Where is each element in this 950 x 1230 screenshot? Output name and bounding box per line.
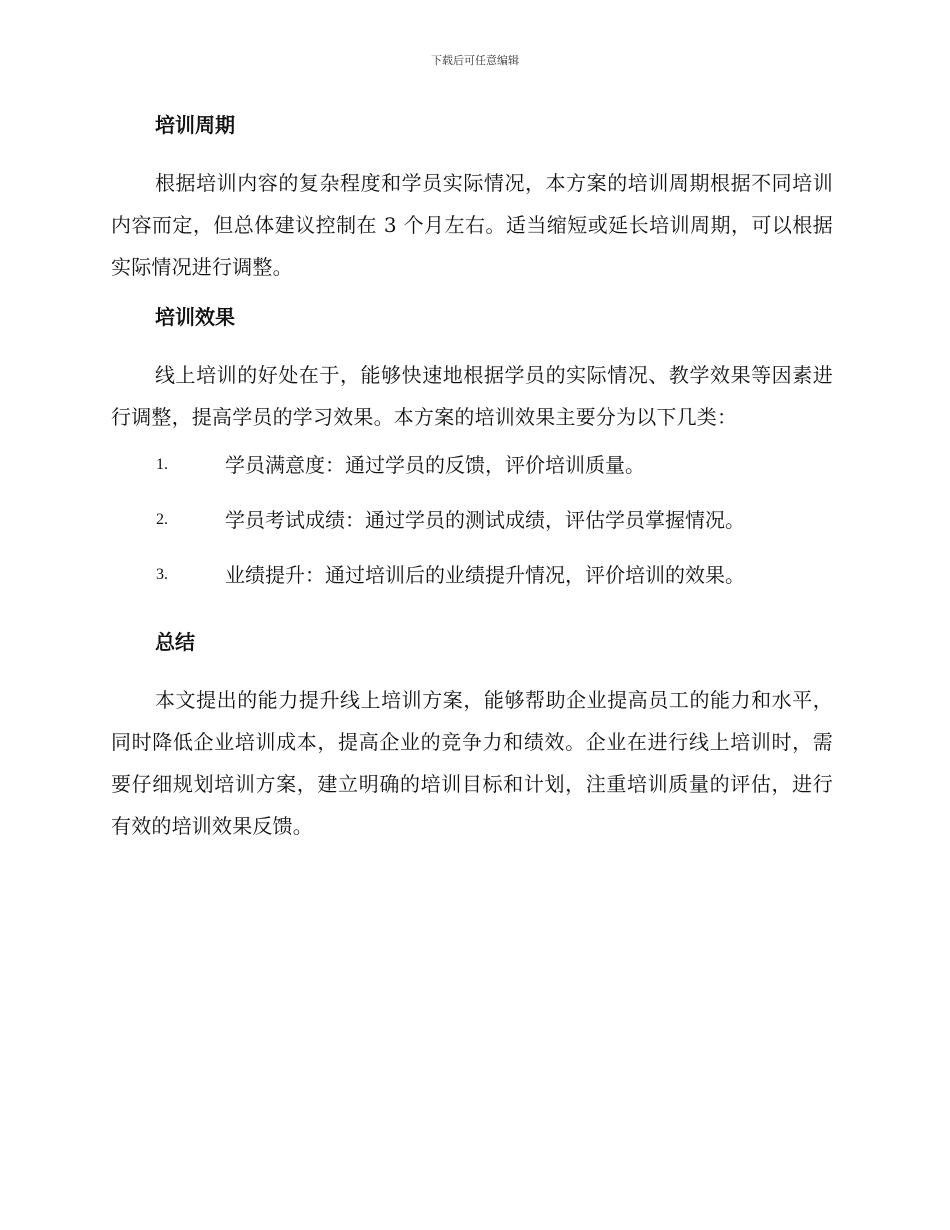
- list-item-number: 1.: [156, 456, 168, 473]
- list-item-text: 学员考试成绩：通过学员的测试成绩，评估学员掌握情况。: [225, 508, 745, 532]
- list-item-number: 2.: [156, 511, 168, 528]
- effect-list: [111, 450, 833, 615]
- list-item-number: 3.: [156, 566, 168, 583]
- list-item: [111, 505, 833, 560]
- list-item: [111, 450, 833, 505]
- section-paragraph-summary: 本文提出的能力提升线上培训方案，能够帮助企业提高员工的能力和水平，同时降低企业培训成本，提高企业的竞争力和绩效。企业在进行线上培训时，需要仔细规划培训方案，建立明确的培训目标和计划，注重培训质量的评估，进行有效的培训效果反馈。: [111, 688, 833, 838]
- section-paragraph-effect: 线上培训的好处在于，能够快速地根据学员的实际情况、教学效果等因素进行调整，提高学员的学习效果。本方案的培训效果主要分为以下几类：: [111, 363, 833, 429]
- list-item-text: 学员满意度：通过学员的反馈，评价培训质量。: [225, 453, 645, 477]
- section-heading-cycle: 培训周期: [155, 113, 235, 137]
- page-header-note: 下载后可任意编辑: [431, 54, 519, 67]
- section-heading-effect: 培训效果: [155, 305, 235, 329]
- document-body: [111, 110, 833, 861]
- section-paragraph-cycle: 根据培训内容的复杂程度和学员实际情况，本方案的培训周期根据不同培训内容而定，但总体建议控制在 3 个月左右。适当缩短或延长培训周期，可以根据实际情况进行调整。: [111, 171, 833, 279]
- list-item-text: 业绩提升：通过培训后的业绩提升情况，评价培训的效果。: [225, 563, 745, 587]
- list-item: [111, 560, 833, 615]
- section-heading-summary: 总结: [155, 630, 195, 654]
